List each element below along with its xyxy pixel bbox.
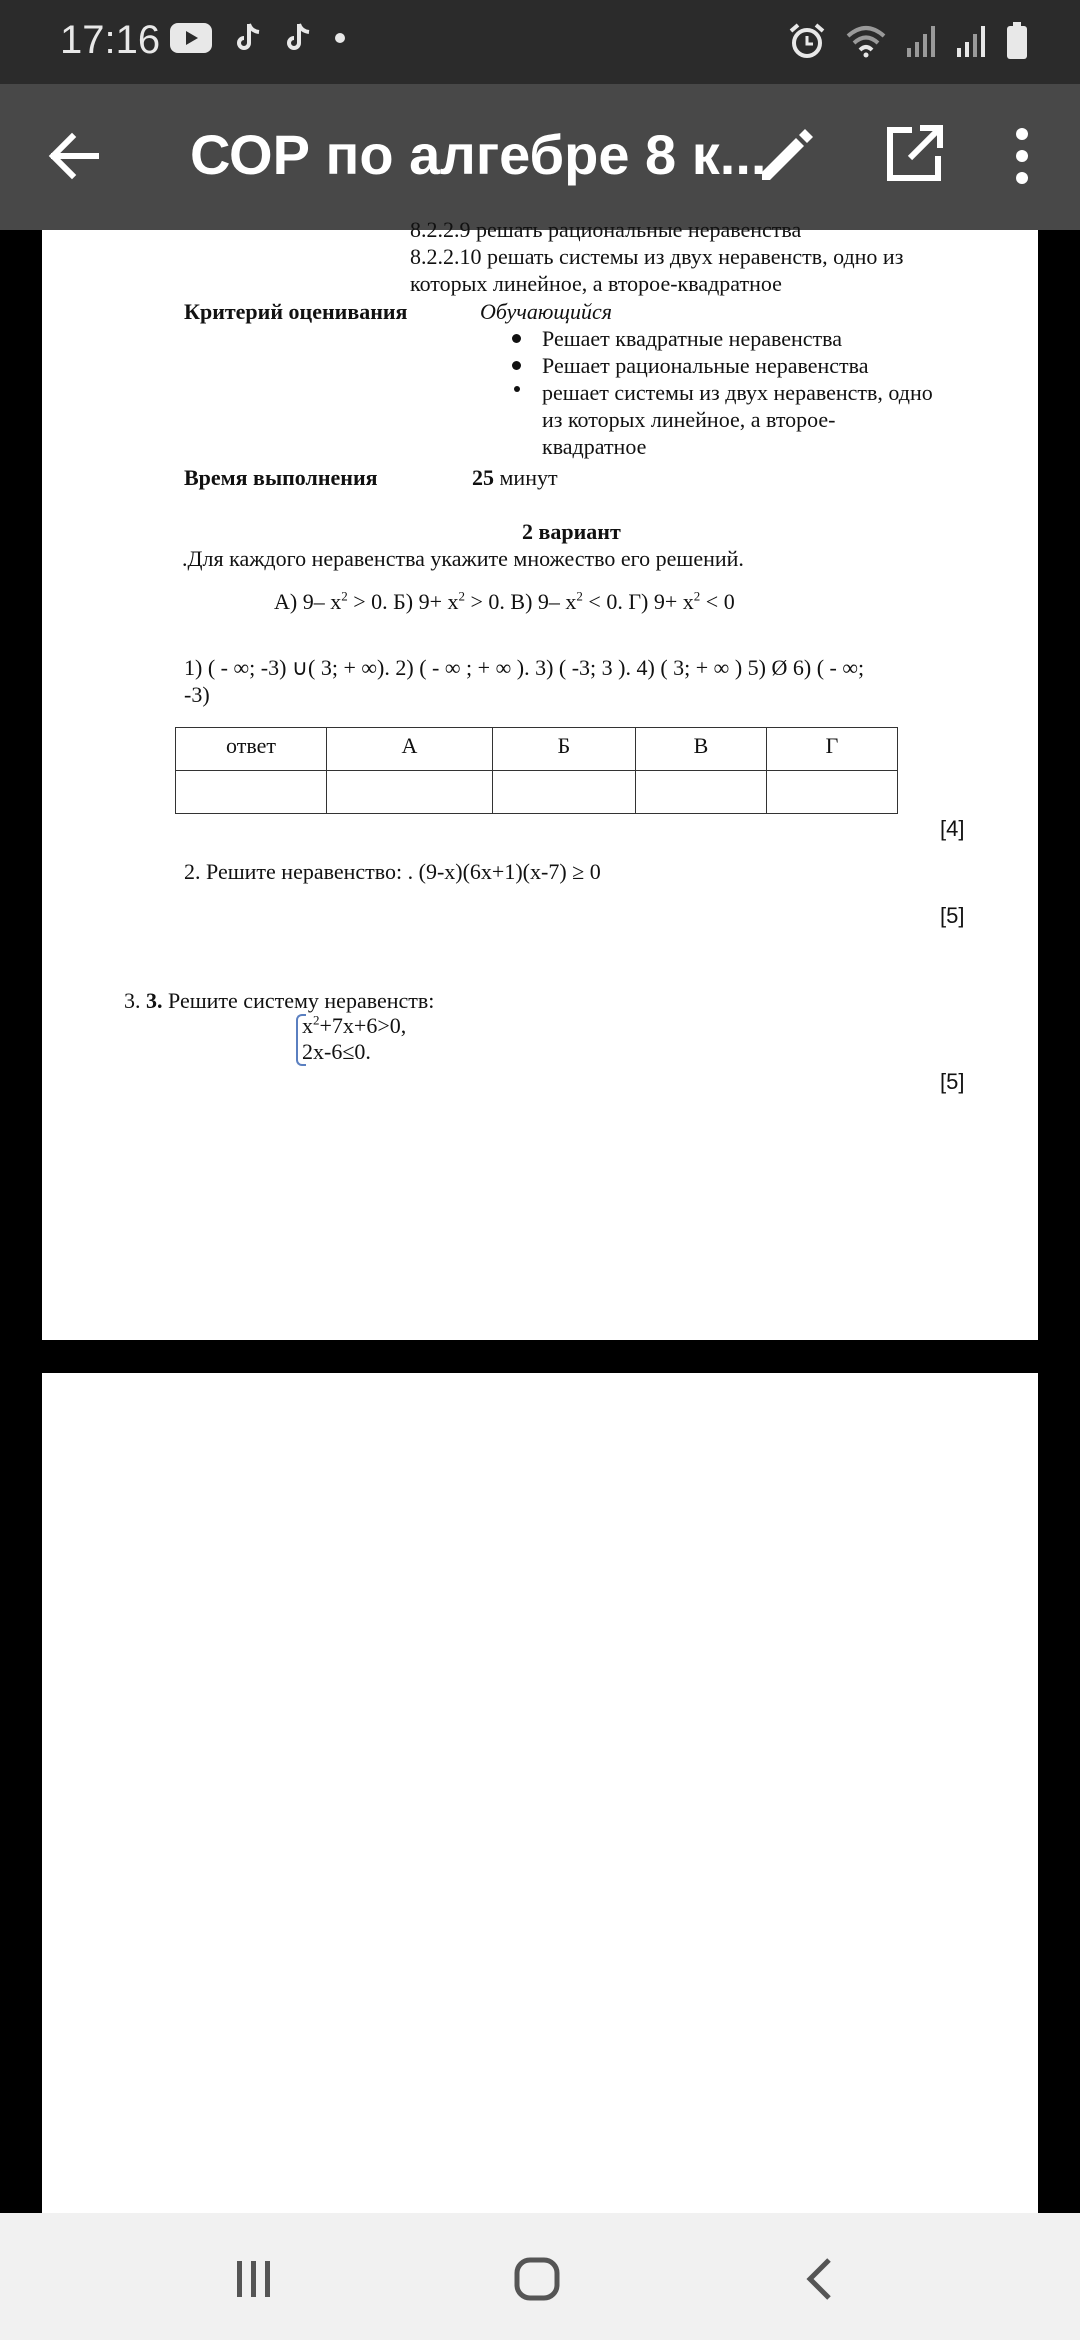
home-icon[interactable] [514, 2257, 560, 2301]
status-bar [0, 0, 1080, 84]
app-bar [0, 84, 1080, 230]
system-icons [788, 22, 1028, 60]
table-row [176, 728, 898, 771]
system-equation: $x^2+7x+6>0$, [302, 1012, 407, 1038]
criteria-item: решает системы из двух неравенств, одно [542, 380, 933, 405]
dot-icon [334, 32, 346, 44]
wifi-icon [846, 24, 886, 58]
edit-pencil-icon[interactable] [754, 124, 818, 188]
task1-answer-options: -3) [184, 682, 210, 707]
time-value: 25 [472, 465, 494, 490]
youtube-icon [170, 23, 212, 53]
task2-text: 2. Решите неравенство: . (9-x)(6x+1)(x-7) ≥ 0 [184, 859, 601, 884]
task1-instruction: .Для каждого неравенства укажите множество его решений. [182, 546, 744, 571]
task1-inequalities: А) 9– $x^2 > 0$. Б) $9+ x^2 > 0$. В) 9– $x^2 < 0$. Г) $9+ x^2 < 0$ [274, 588, 735, 614]
objective-line: 8.2.2.9 решать рациональные неравенства [410, 217, 802, 242]
status-time: 17:16 [60, 18, 161, 62]
score-mark: [4] [940, 816, 965, 841]
table-header: Г [767, 728, 898, 771]
variant-heading: 2 вариант [522, 519, 621, 544]
table-cell [327, 771, 493, 814]
table-cell [767, 771, 898, 814]
table-cell [636, 771, 767, 814]
document-page-blank [42, 1373, 1038, 2213]
alarm-icon [788, 22, 826, 60]
time-value-group [472, 464, 558, 491]
criteria-subject: Обучающийся [480, 299, 613, 324]
system-equation: 2x-6≤0. [302, 1039, 371, 1064]
bullet [512, 361, 521, 370]
navigation-bar [0, 2213, 1080, 2340]
table-header: В [636, 728, 767, 771]
bullet [514, 386, 520, 392]
tiktok-icon [284, 22, 312, 54]
signal-icon [956, 24, 986, 58]
more-vert-icon[interactable] [1000, 124, 1044, 188]
criteria-item: Решает рациональные неравенства [542, 353, 869, 378]
battery-icon [1006, 22, 1028, 60]
signal-icon [906, 24, 936, 58]
task3-heading: 3. 3. Решите систему неравенств: [124, 988, 435, 1013]
back-arrow-icon[interactable] [44, 126, 104, 186]
table-row [176, 771, 898, 814]
criteria-item: из которых линейное, а второе- [542, 407, 836, 432]
table-cell [493, 771, 636, 814]
tiktok-icon [234, 22, 262, 54]
time-label: Время выполнения [184, 465, 378, 490]
table-header: Б [493, 728, 636, 771]
answer-table [175, 727, 898, 814]
document-page [42, 217, 1038, 1340]
recent-apps-icon[interactable] [234, 2259, 274, 2299]
objective-line: 8.2.2.10 решать системы из двух неравенств, одно из [410, 244, 904, 269]
table-cell [176, 771, 327, 814]
bullet [512, 334, 521, 343]
score-mark: [5] [940, 1069, 965, 1094]
table-header: ответ [176, 728, 327, 771]
score-mark: [5] [940, 903, 965, 928]
back-icon[interactable] [804, 2257, 834, 2301]
objective-line: которых линейное, а второе-квадратное [410, 271, 782, 296]
criteria-item: квадратное [542, 434, 647, 459]
task1-answer-options: 1) ( - ∞; -3) ∪( 3; + ∞). 2) ( - ∞ ; + ∞ ). 3) ( -3; 3 ). 4) ( 3; + ∞ ) 5) Ø 6) ( - ∞; [184, 655, 865, 680]
open-external-icon[interactable] [884, 124, 944, 184]
criteria-item: Решает квадратные неравенства [542, 326, 843, 351]
table-header: А [327, 728, 493, 771]
notification-icons [170, 22, 346, 54]
time-unit: минут [499, 465, 558, 490]
document-title: СОР по алгебре 8 к... [190, 123, 767, 186]
criteria-label: Критерий оценивания [184, 299, 408, 324]
